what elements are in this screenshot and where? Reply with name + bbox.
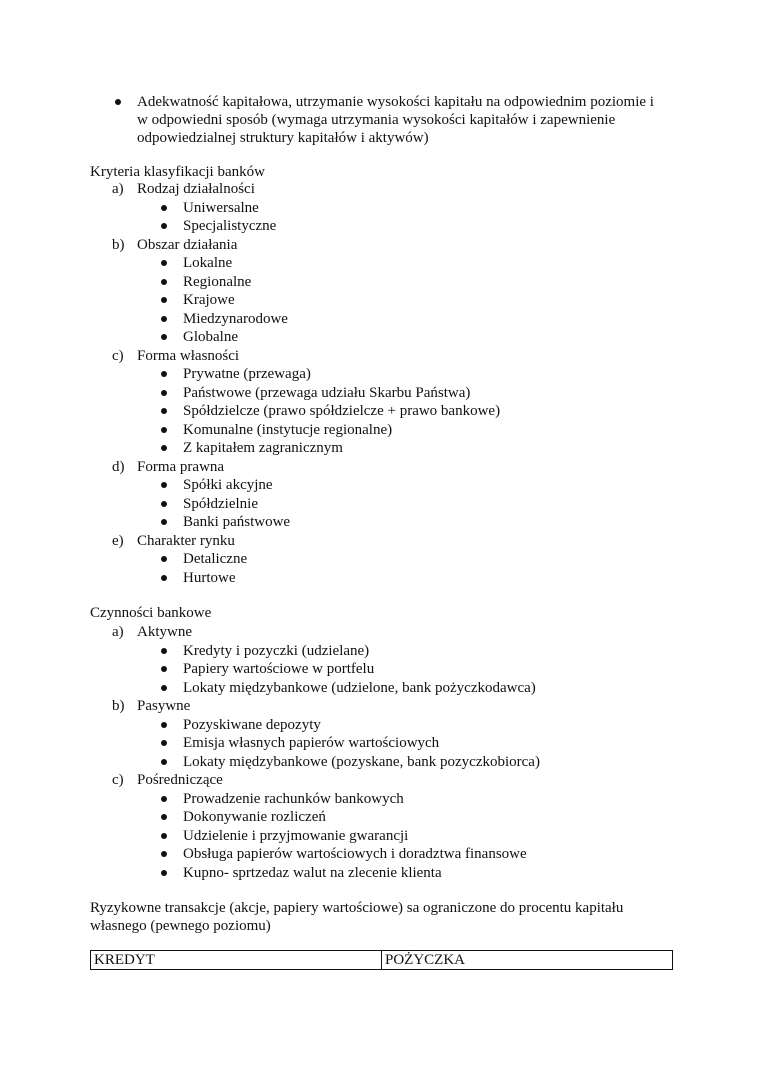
bullet-icon: [161, 445, 167, 451]
intro-line-2: w odpowiedni sposób (wymaga utrzymania wysokości kapitałów i zapewnienie: [137, 112, 616, 128]
bullet-icon: [161, 223, 167, 229]
bullet-icon: [161, 408, 167, 414]
list-item: Uniwersalne: [183, 199, 259, 216]
list-item: Prywatne (przewaga): [183, 366, 311, 382]
list-item: Spółki akcyjne: [183, 477, 273, 493]
outline-group-title: Pośredniczące: [137, 772, 223, 788]
klasyfikacja-heading: Kryteria klasyfikacji banków: [90, 164, 265, 180]
bullet-icon: [161, 666, 167, 672]
table-header-kredyt: KREDYT: [91, 951, 382, 970]
list-item: Detaliczne: [183, 551, 248, 567]
bullet-icon: [161, 297, 167, 303]
ryzykowne-line-1: Ryzykowne transakcje (akcje, papiery wartościowe) sa ograniczone do procentu kapitału: [90, 900, 624, 916]
list-item: Emisja własnych papierów wartościowych: [183, 735, 440, 751]
list-item: Komunalne (instytucje regionalne): [183, 421, 393, 438]
intro-line-1: Adekwatność kapitałowa, utrzymanie wysokości kapitału na odpowiednim poziomie i: [137, 94, 654, 110]
list-item: Spółdzielnie: [183, 495, 258, 512]
bullet-icon: [161, 390, 167, 396]
outline-label: c): [112, 347, 124, 364]
bullet-icon: [161, 685, 167, 691]
list-item: Z kapitałem zagranicznym: [183, 440, 343, 456]
outline-group-title: Rodzaj działalności: [137, 181, 255, 197]
list-item: Specjalistyczne: [183, 218, 277, 234]
bullet-icon: [161, 648, 167, 654]
outline-group-title: Obszar działania: [137, 236, 238, 253]
outline-label: a): [112, 624, 124, 640]
bullet-icon: [161, 501, 167, 507]
bullet-icon: [161, 371, 167, 377]
outline-group-title: Charakter rynku: [137, 532, 235, 549]
czynnosci-heading: Czynności bankowe: [90, 605, 212, 621]
list-item: Państwowe (przewaga udziału Skarbu Państwa): [183, 384, 471, 401]
list-item: Kredyty i pozyczki (udzielane): [183, 642, 370, 659]
table-row: [91, 951, 673, 970]
bullet-icon: [161, 722, 167, 728]
list-item: Papiery wartościowe w portfelu: [183, 661, 375, 677]
outline-group-title: Forma prawna: [137, 458, 225, 475]
outline-label: c): [112, 772, 124, 788]
bullet-icon: [161, 556, 167, 562]
list-item: Banki państwowe: [183, 514, 291, 530]
kredyt-pozyczka-table: [90, 950, 673, 970]
list-item: Kupno- sprtzedaz walut na zlecenie klienta: [183, 864, 442, 881]
list-item: Lokalne: [183, 255, 233, 271]
list-item: Prowadzenie rachunków bankowych: [183, 790, 404, 807]
outline-label: e): [112, 532, 124, 549]
list-item: Krajowe: [183, 292, 235, 308]
intro-line-3: odpowiedzialnej struktury kapitałów i aktywów): [137, 130, 429, 146]
list-item: Hurtowe: [183, 569, 236, 586]
ryzykowne-line-2: własnego (pewnego poziomu): [90, 918, 271, 934]
bullet-icon: [161, 316, 167, 322]
bullet-icon: [161, 205, 167, 211]
outline-label: b): [112, 698, 125, 714]
list-item: Lokaty międzybankowe (pozyskane, bank pozyczkobiorca): [183, 753, 540, 770]
bullet-icon: [161, 519, 167, 525]
outline-group-title: Aktywne: [137, 624, 192, 640]
bullet-icon: [161, 833, 167, 839]
bullet-icon: [161, 482, 167, 488]
outline-group-title: Pasywne: [137, 698, 191, 714]
table-header-pozyczka: POŻYCZKA: [382, 951, 673, 970]
bullet-icon: [115, 99, 121, 105]
bullet-icon: [161, 279, 167, 285]
list-item: Lokaty międzybankowe (udzielone, bank pożyczkodawca): [183, 679, 536, 696]
outline-group-title: Forma własności: [137, 347, 240, 364]
bullet-icon: [161, 759, 167, 765]
list-item: Dokonywanie rozliczeń: [183, 809, 326, 825]
list-item: Udzielenie i przyjmowanie gwarancji: [183, 827, 409, 844]
list-item: Spółdzielcze (prawo spółdzielcze + prawo bankowe): [183, 403, 501, 419]
bullet-icon: [161, 796, 167, 802]
bullet-icon: [161, 334, 167, 340]
list-item: Globalne: [183, 329, 238, 345]
bullet-icon: [161, 575, 167, 581]
list-item: Miedzynarodowe: [183, 310, 288, 327]
outline-label: d): [112, 458, 125, 475]
list-item: Regionalne: [183, 273, 252, 290]
bullet-icon: [161, 740, 167, 746]
bullet-icon: [161, 851, 167, 857]
bullet-icon: [161, 870, 167, 876]
bullet-icon: [161, 427, 167, 433]
outline-label: a): [112, 181, 124, 197]
list-item: Obsługa papierów wartościowych i doradztwa finansowe: [183, 846, 527, 862]
list-item: Pozyskiwane depozyty: [183, 716, 321, 733]
bullet-icon: [161, 814, 167, 820]
bullet-icon: [161, 260, 167, 266]
outline-label: b): [112, 236, 125, 253]
